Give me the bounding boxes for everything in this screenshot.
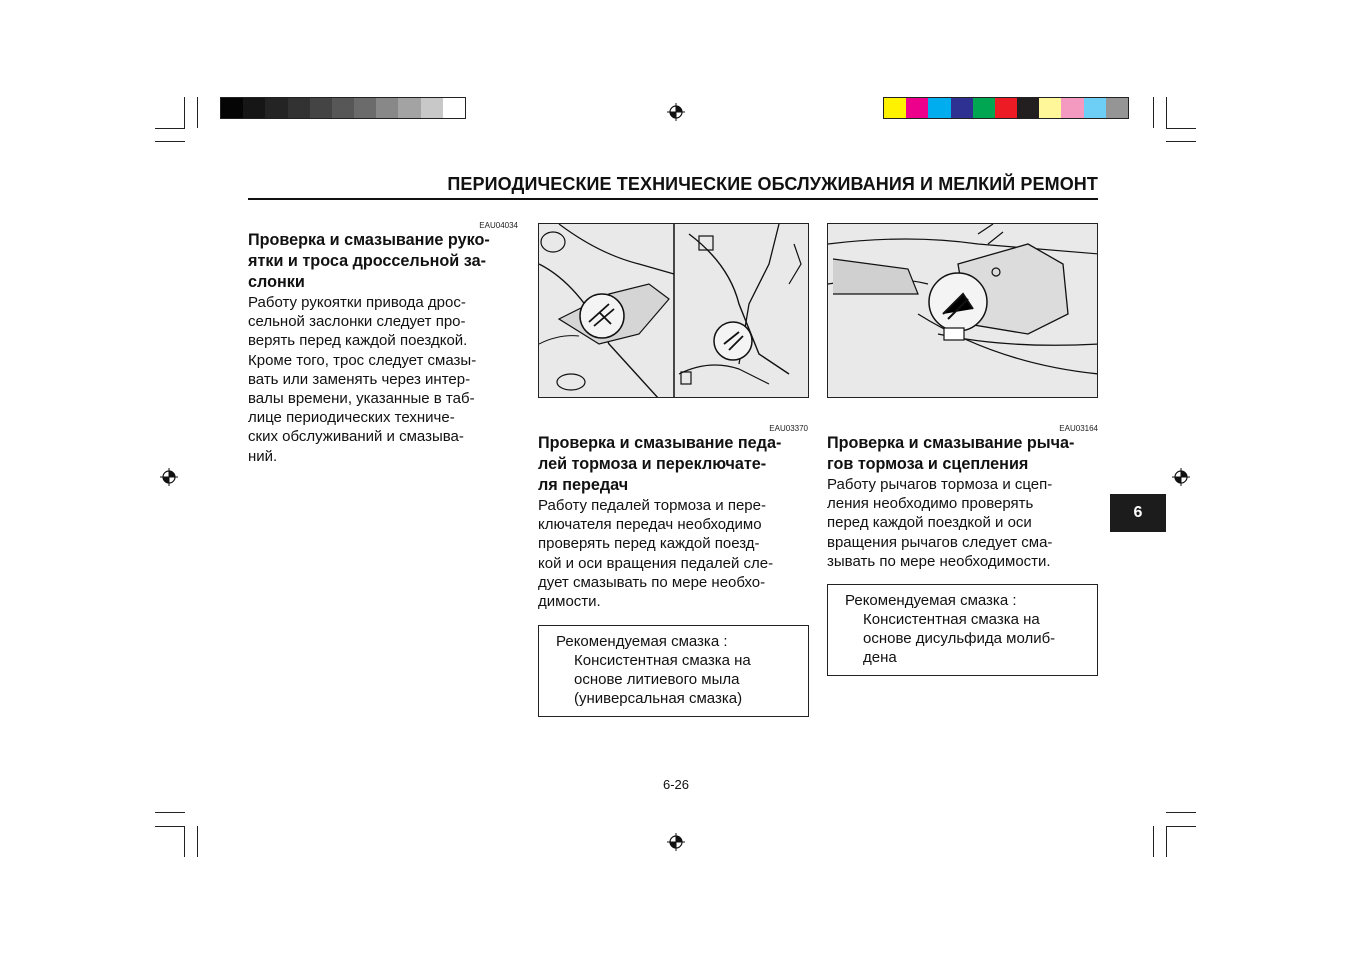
calibration-swatch	[973, 98, 995, 118]
calibration-swatch	[1084, 98, 1106, 118]
registration-target-icon	[1172, 468, 1190, 486]
calibration-swatch	[398, 98, 420, 118]
section-title: Проверка и смазывание педа- лей тормоза и переключате- ля передач	[538, 434, 782, 494]
grayscale-calibration-bar	[220, 97, 466, 119]
chapter-tab: 6	[1110, 494, 1166, 532]
section-body: Работу рукоятки привода дрос- сельной заслонки следует про- верять перед каждой поездкой. Кроме того, трос следует смазы- вать или заменять через интер- валы времени, указанные в таб- лице периодических техниче- ских обслуживаний и смазыва- ний.	[248, 294, 477, 465]
calibration-swatch	[288, 98, 310, 118]
header-rule	[248, 198, 1098, 200]
calibration-swatch	[421, 98, 443, 118]
calibration-swatch	[332, 98, 354, 118]
section-body: Работу педалей тормоза и пере- ключателя передач необходимо проверять перед каждой поезд- кой и оси вращения педалей сле- дует смазывать по мере необхо- димости.	[538, 497, 774, 611]
lubricant-line: (универсальная смазка)	[574, 690, 743, 707]
calibration-swatch	[884, 98, 906, 118]
color-calibration-bar	[883, 97, 1129, 119]
lubricant-note-box	[827, 584, 1098, 676]
calibration-swatch	[1061, 98, 1083, 118]
lubricant-label: Рекомендуемая смазка :	[556, 633, 728, 650]
registration-target-icon	[667, 103, 685, 121]
section-code: EAU03164	[1059, 424, 1098, 433]
calibration-swatch	[310, 98, 332, 118]
calibration-swatch	[1039, 98, 1061, 118]
lubricant-line: Консистентная смазка на	[863, 611, 1040, 628]
lubricant-note-box	[538, 625, 809, 717]
calibration-swatch	[265, 98, 287, 118]
calibration-swatch	[376, 98, 398, 118]
calibration-swatch	[951, 98, 973, 118]
lubricant-line: Консистентная смазка на	[574, 652, 751, 669]
calibration-swatch	[243, 98, 265, 118]
calibration-swatch	[906, 98, 928, 118]
section-code: EAU03370	[769, 424, 808, 433]
calibration-swatch	[443, 98, 465, 118]
calibration-swatch	[221, 98, 243, 118]
pedal-illustration	[538, 223, 809, 398]
registration-target-icon	[160, 468, 178, 486]
registration-target-icon	[667, 833, 685, 851]
section-title: Проверка и смазывание рыча- гов тормоза и сцепления	[827, 434, 1075, 473]
lubricant-line: основе дисульфида молиб-	[863, 630, 1056, 647]
section-title: Проверка и смазывание руко- ятки и троса дроссельной за- слонки	[248, 231, 490, 291]
lubricant-line: основе литиевого мыла	[574, 671, 740, 688]
lubricant-label: Рекомендуемая смазка :	[845, 592, 1017, 609]
calibration-swatch	[354, 98, 376, 118]
section-code: EAU04034	[479, 221, 518, 230]
lubricant-line: дена	[863, 649, 897, 666]
section-body: Работу рычагов тормоза и сцеп- ления необходимо проверять перед каждой поездкой и оси вращения рычагов следует сма- зывать по мере необходимости.	[827, 476, 1053, 570]
page-header-title: ПЕРИОДИЧЕСКИЕ ТЕХНИЧЕСКИЕ ОБСЛУЖИВАНИЯ И МЕЛКИЙ РЕМОНТ	[447, 174, 1098, 194]
brake-lever-illustration	[827, 223, 1098, 398]
calibration-swatch	[1017, 98, 1039, 118]
calibration-swatch	[928, 98, 950, 118]
calibration-swatch	[1106, 98, 1128, 118]
page-number: 6-26	[662, 777, 690, 792]
calibration-swatch	[995, 98, 1017, 118]
